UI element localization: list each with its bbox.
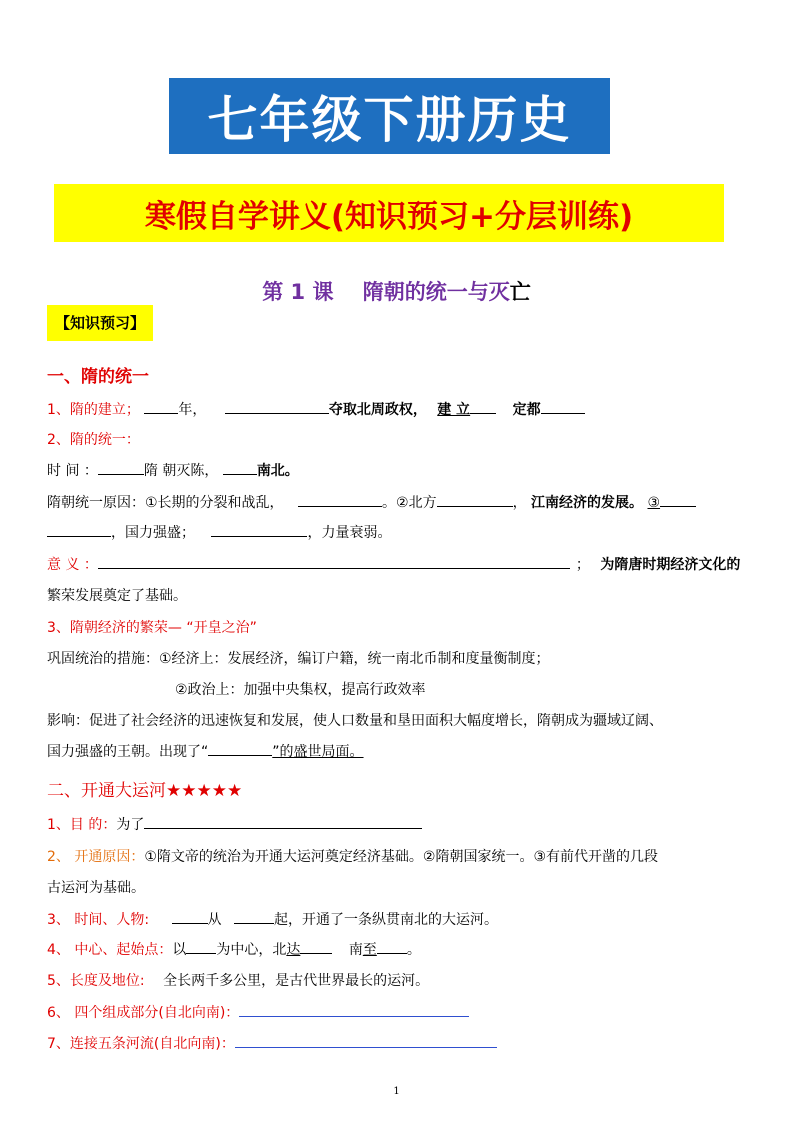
line-four-parts bbox=[47, 1002, 469, 1022]
text: ， bbox=[512, 495, 527, 511]
blank bbox=[98, 554, 570, 569]
line-label: 5、长度及地位: bbox=[47, 973, 145, 989]
line-center bbox=[47, 939, 421, 959]
text: 以 bbox=[172, 942, 187, 958]
blank bbox=[225, 399, 329, 414]
text: 南北。 bbox=[256, 463, 299, 479]
text: 江南经济的发展。 bbox=[531, 495, 644, 511]
blank bbox=[98, 460, 144, 475]
title-banner bbox=[169, 78, 610, 154]
blank bbox=[208, 741, 272, 756]
subtitle-banner bbox=[54, 184, 724, 242]
line-five-rivers bbox=[47, 1033, 497, 1053]
line-purpose bbox=[47, 814, 422, 834]
text: 全长两千多公里，是古代世界最长的运河。 bbox=[163, 973, 430, 989]
blank bbox=[239, 1002, 469, 1017]
line-reasons bbox=[47, 492, 696, 512]
line-measures-1: 巩固统治的措施：①经济上：发展经济，编订户籍，统一南北币制和度量衡制度； bbox=[47, 651, 550, 667]
blank bbox=[377, 939, 407, 954]
page-number: 1 bbox=[393, 1086, 400, 1097]
text: 至 bbox=[362, 942, 377, 958]
line-label: 意 义 ： bbox=[47, 557, 98, 573]
lesson-name: 隋朝的统一与灭 bbox=[362, 280, 510, 304]
blank bbox=[172, 909, 208, 924]
section-heading-2: 二、开通大运河★★★★★ bbox=[47, 781, 243, 801]
lesson-number: 第 1 课 bbox=[262, 280, 334, 304]
blank bbox=[144, 814, 422, 829]
page-title: 七年级下册历史 bbox=[207, 91, 572, 149]
line-label: 1、隋的建立； bbox=[47, 402, 140, 418]
text: 从 bbox=[207, 912, 222, 928]
blank bbox=[235, 1033, 497, 1048]
line-label: 3、 时间、人物: bbox=[47, 912, 150, 928]
line-impact: 影响：促进了社会经济的迅速恢复和发展，使人口数量和垦田面积大幅度增长，隋朝成为疆域辽阔、 bbox=[47, 713, 663, 729]
text: 国力强盛的王朝。出现了“ bbox=[47, 744, 209, 760]
blank bbox=[437, 492, 513, 507]
blank bbox=[300, 939, 332, 954]
text: 隋 朝灭陈， bbox=[143, 463, 219, 479]
text: 为中心，北 bbox=[216, 942, 287, 958]
section-heading-1: 一、隋的统一 bbox=[47, 367, 149, 387]
line-measures-2: ②政治上：加强中央集权，提高行政效率 bbox=[175, 682, 426, 698]
blank bbox=[47, 522, 111, 537]
line-kaihuang: 3、隋朝经济的繁荣— “开皇之治” bbox=[47, 620, 257, 636]
blank bbox=[660, 492, 696, 507]
text: 。 bbox=[406, 942, 421, 958]
text: 南 bbox=[348, 942, 363, 958]
lesson-title bbox=[0, 276, 793, 306]
text: 时 间 ： bbox=[47, 463, 98, 479]
line-significance-cont: 繁荣发展奠定了基础。 bbox=[47, 588, 187, 604]
text: 。②北方 bbox=[382, 495, 437, 511]
line-impact-cont bbox=[47, 741, 364, 761]
text: 达 bbox=[286, 942, 301, 958]
line-cause bbox=[47, 846, 658, 866]
blank bbox=[211, 522, 307, 537]
blank bbox=[223, 460, 257, 475]
text: ； bbox=[575, 557, 590, 573]
line-time bbox=[47, 460, 299, 480]
subtitle: 寒假自学讲义(知识预习+分层训练) bbox=[144, 198, 634, 235]
blank bbox=[186, 939, 216, 954]
text: 隋朝统一原因：①长期的分裂和战乱， bbox=[47, 495, 284, 511]
line-label: 1、目 的： bbox=[47, 817, 117, 833]
blank bbox=[144, 399, 178, 414]
section-tag: 【知识预习】 bbox=[47, 305, 153, 341]
lesson-name-last: 亡 bbox=[509, 280, 531, 304]
line-significance bbox=[47, 554, 740, 574]
blank bbox=[234, 909, 274, 924]
text: 夺取北周政权， bbox=[328, 402, 427, 418]
line-time-person bbox=[47, 909, 498, 929]
text: 年， bbox=[178, 402, 207, 418]
text: ，国力强盛； bbox=[111, 525, 195, 541]
text: ”的盛世局面。 bbox=[272, 744, 364, 760]
text: 起，开通了一条纵贯南北的大运河。 bbox=[273, 912, 498, 928]
line-label: 2、 开通原因： bbox=[47, 849, 145, 865]
text: ①隋文帝的统治为开通大运河奠定经济基础。②隋朝国家统一。③有前代开凿的几段 bbox=[144, 849, 659, 865]
text: 定都 bbox=[512, 402, 541, 418]
blank bbox=[298, 492, 382, 507]
line-label: 6、 四个组成部分(自北向南)： bbox=[47, 1005, 240, 1021]
text: 为了 bbox=[116, 817, 145, 833]
line-cause-cont: 古运河为基础。 bbox=[47, 880, 145, 896]
text: ③ bbox=[647, 495, 661, 511]
line-label: 7、连接五条河流(自北向南)： bbox=[47, 1036, 235, 1052]
text: 建 立 bbox=[437, 402, 471, 418]
line-unification-label: 2、隋的统一： bbox=[47, 432, 140, 448]
blank bbox=[541, 399, 585, 414]
line-reasons-cont bbox=[47, 522, 391, 542]
text: 为隋唐时期经济文化的 bbox=[600, 557, 741, 573]
blank bbox=[470, 399, 496, 414]
text: ，力量衰弱。 bbox=[307, 525, 392, 541]
line-founding bbox=[47, 399, 585, 419]
line-length bbox=[47, 970, 429, 990]
line-label: 4、 中心、起始点： bbox=[47, 942, 173, 958]
